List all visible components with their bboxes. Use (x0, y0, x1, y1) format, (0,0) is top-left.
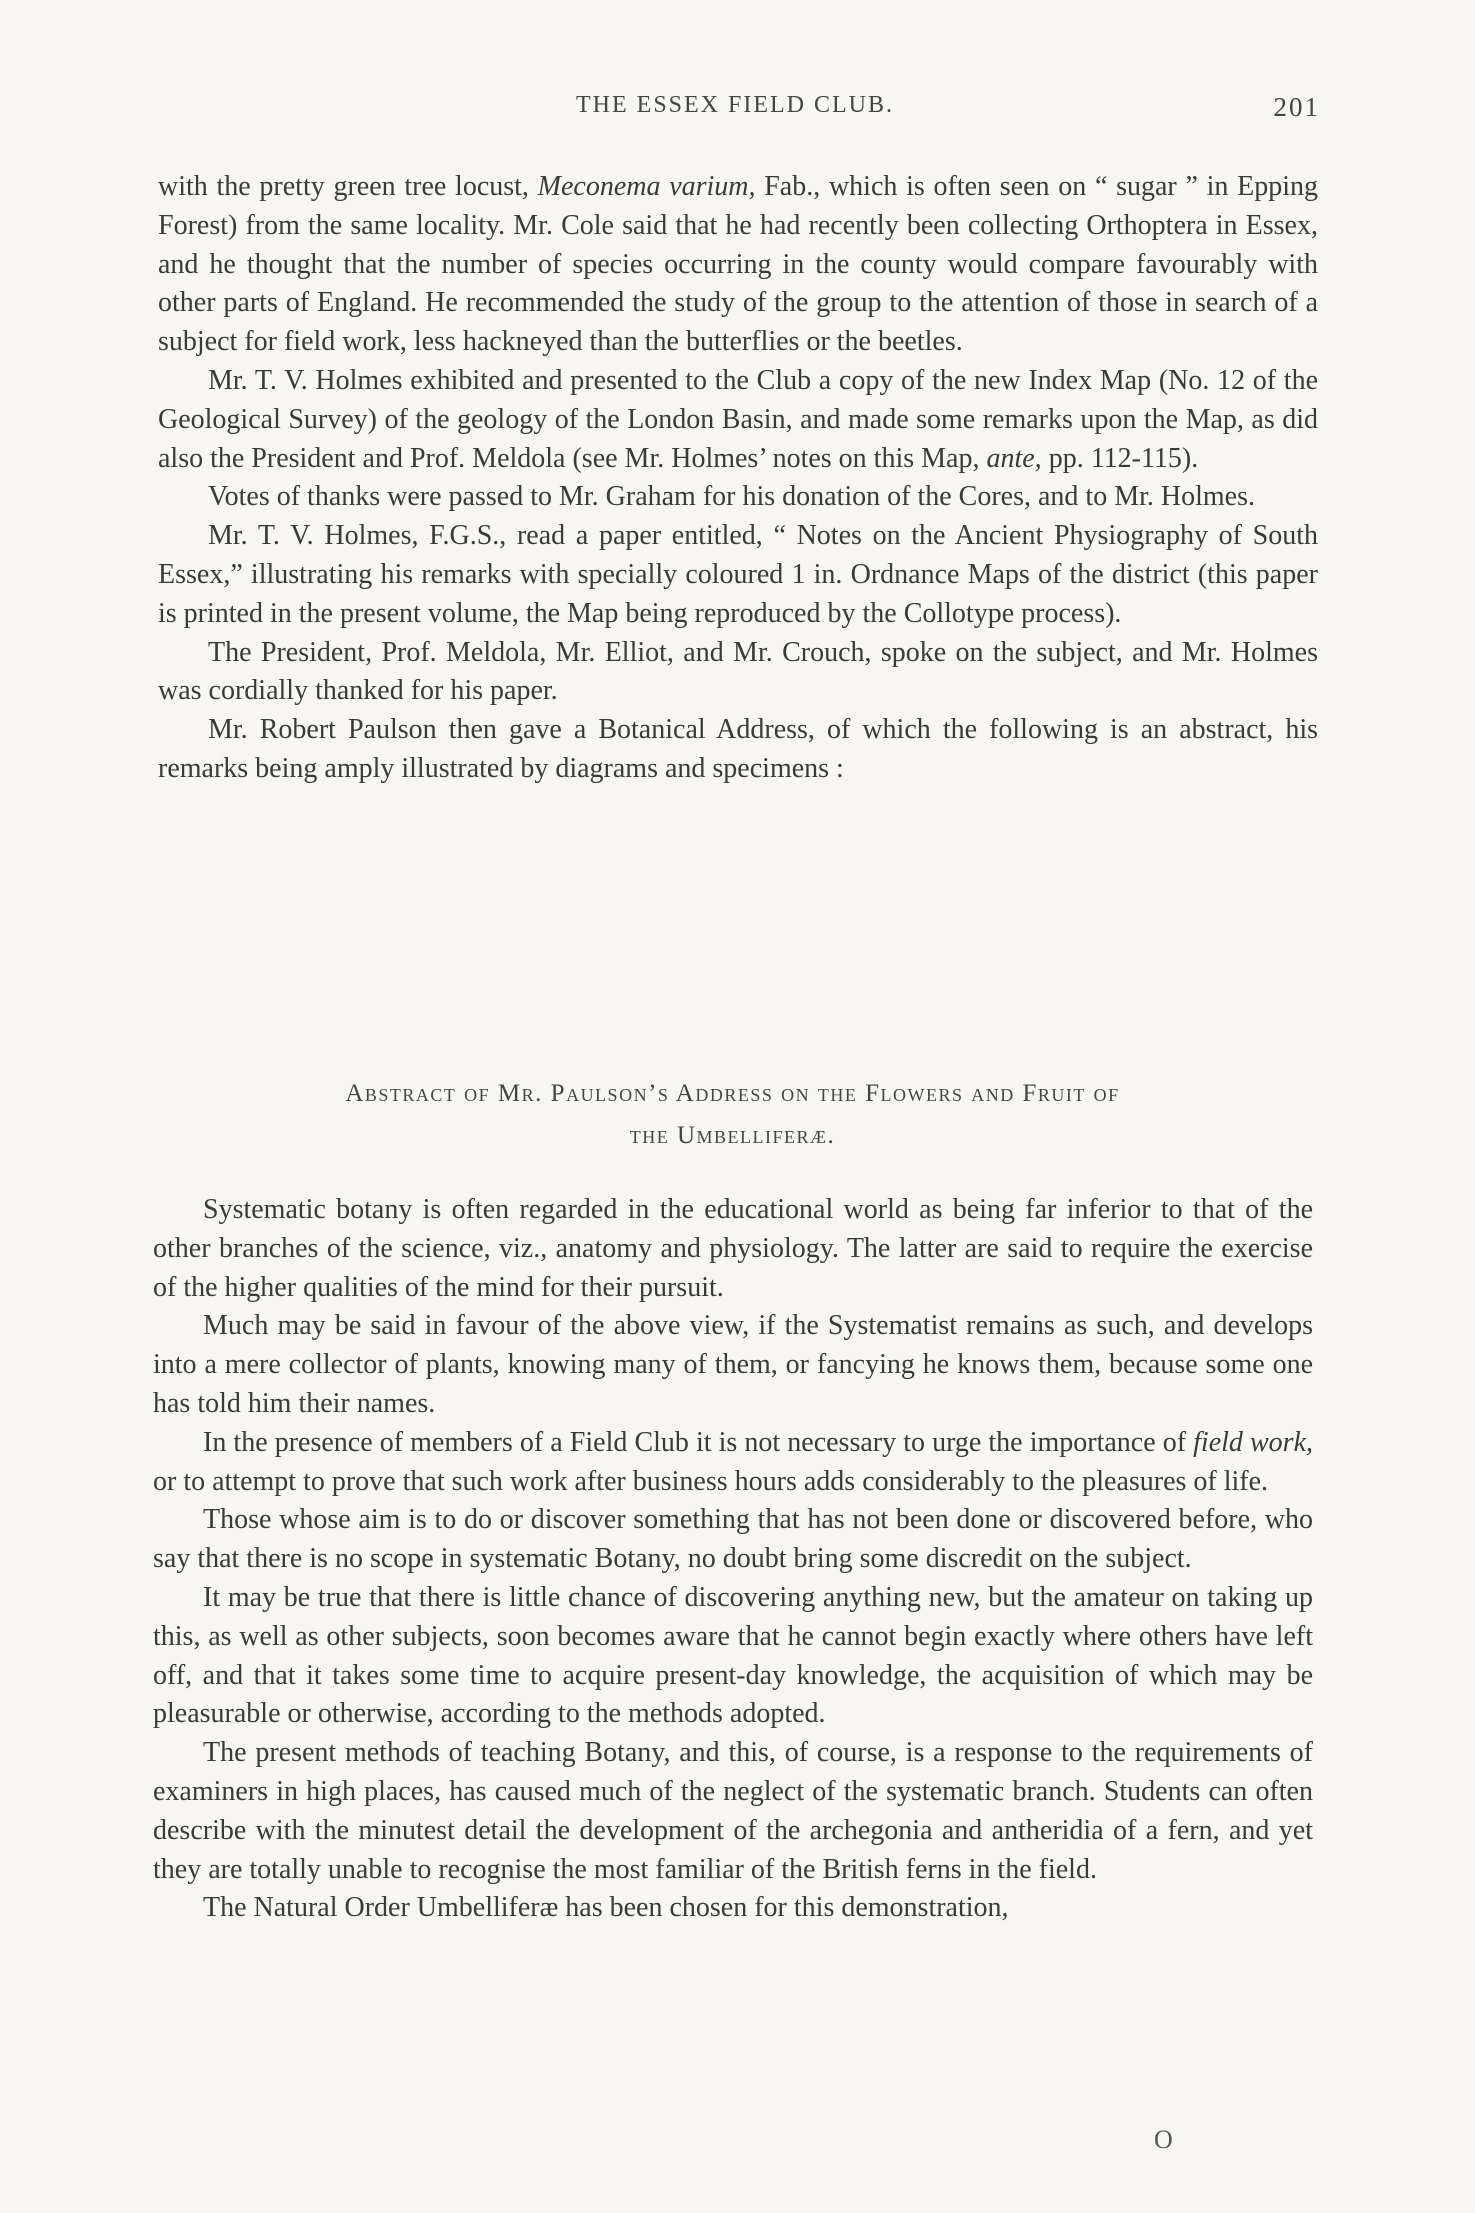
paragraph (153, 1307, 1313, 1423)
section-heading-line: Abstract of Mr. Paulson’s Address on the Flowers and Fruit of (345, 1080, 1120, 1107)
paragraph-text: Much may be said in favour of the above view, if the Systematist remains as such, and develops into a mere collector of plants, knowing many of them, or fancying he knows them, because some one has told him their names. (153, 1310, 1313, 1419)
paragraph-text: Those whose aim is to do or discover something that has not been done or discovered before, who say that there is no scope in systematic Botany, no doubt bring some discredit on the subject. (153, 1504, 1313, 1575)
paragraph (153, 1191, 1313, 1307)
paragraph-text: The President, Prof. Meldola, Mr. Elliot, and Mr. Crouch, spoke on the subject, and Mr. Holmes was cordially thanked for his paper. (158, 636, 1318, 707)
paragraph-text: Mr. T. V. Holmes exhibited and presented to the Club a copy of the new Index Map (No. 12 of the Geological Survey) of the geology of the London Basin, and made some remarks upon the Map, as did also the President and Prof. Meldola (see Mr. Holmes’ notes on this Map, (158, 364, 1318, 474)
section-heading (155, 1073, 1310, 1157)
paragraph-text: It may be true that there is little chance of discovering anything new, but the amateur on taking up this, as well as other subjects, soon becomes aware that he cannot begin exactly where others have left off, and that it takes some time to acquire present-day knowledge, the acquisition of which may be pleasurable or otherwise, according to the methods adopted. (153, 1581, 1313, 1730)
page-number: 201 (1273, 92, 1320, 122)
paragraph (153, 1579, 1313, 1734)
paragraph (153, 1424, 1313, 1502)
paragraph-text: Mr. T. V. Holmes, F.G.S., read a paper entitled, “ Notes on the Ancient Physiography of South Essex,” illustrating his remarks with specially coloured 1 in. Ordnance Maps of the district (this paper is printed in the present volume, the Map being reproduced by the Collotype process). (158, 520, 1318, 629)
paragraph (158, 362, 1318, 478)
abstract-text (153, 1191, 1313, 1928)
paragraph-text: Votes of thanks were passed to Mr. Graham for his donation of the Cores, and to Mr. Holmes. (208, 481, 1255, 513)
proceedings-text (158, 168, 1318, 789)
paragraph (158, 168, 1318, 362)
paragraph (153, 1501, 1313, 1579)
paragraph (158, 634, 1318, 712)
paragraph-italic: field work, (1193, 1426, 1314, 1458)
page-header (150, 92, 1320, 132)
section-heading-line: the Umbelliferæ. (629, 1122, 836, 1149)
paragraph-text: Systematic botany is often regarded in the educational world as being far inferior to that of the other branches of the science, viz., anatomy and physiology. The latter are said to require the exercise of the higher qualities of the mind for their pursuit. (153, 1194, 1313, 1303)
paragraph-text: or to attempt to prove that such work after business hours adds considerably to the pleasures of life. (153, 1465, 1269, 1497)
paragraph (158, 711, 1318, 789)
paragraph-text: In the presence of members of a Field Club it is not necessary to urge the importance of (203, 1426, 1194, 1458)
paragraph (158, 517, 1318, 633)
paragraph-text: The Natural Order Umbelliferæ has been chosen for this demonstration, (203, 1892, 1009, 1924)
paragraph (153, 1889, 1313, 1928)
paragraph-text: Mr. Robert Paulson then gave a Botanical Address, of which the following is an abstract, his remarks being amply illustrated by diagrams and specimens : (158, 714, 1318, 784)
paragraph-italic: ante, (986, 442, 1042, 474)
running-title: THE ESSEX FIELD CLUB. (576, 92, 894, 118)
paragraph-text: Fab., which is often seen on “ sugar ” in Epping Forest) from the same locality. Mr. Cole said that he had recently been collecting Orthoptera in Essex, and he thought that the number of species occurring in the county would compare favourably with other parts of England. He recommended the study of the group to the attention of those in search of a subject for field work, less hackneyed than the butterflies or the beetles. (158, 171, 1318, 358)
paragraph (158, 478, 1318, 517)
paragraph (153, 1734, 1313, 1889)
paragraph-text: with the pretty green tree locust, (158, 171, 538, 202)
paragraph-text: The present methods of teaching Botany, and this, of course, is a response to the requirements of examiners in high places, has caused much of the neglect of the systematic branch. Students can often describe with the minutest detail the development of the archegonia and antheridia of a fern, and yet they are totally unable to recognise the most familiar of the British ferns in the field. (153, 1737, 1313, 1885)
paragraph-italic: Meconema varium, (537, 171, 756, 202)
signature-mark: O (1154, 2125, 1173, 2154)
paragraph-text: pp. 112-115). (1041, 442, 1199, 474)
